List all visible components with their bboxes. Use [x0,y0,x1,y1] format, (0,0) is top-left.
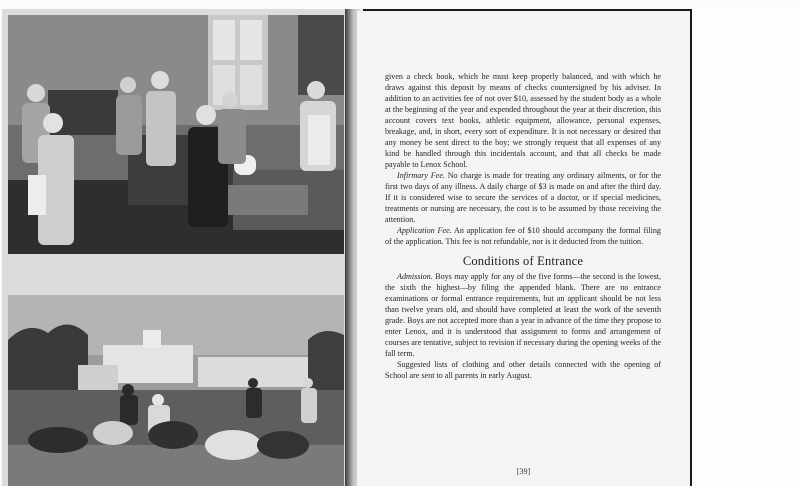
infirmary-paragraph [385,170,661,225]
right-page [357,11,690,486]
left-page [2,9,345,486]
book-spread [2,9,692,486]
cooking-class-icon [8,15,344,254]
football-photo [8,295,344,486]
admission-text: Boys may apply for any of the five forms—the second is the lowest, the sixth the highest—by filing the appended blank. There are no entrance examinations or formal entrance requirements, but an applicant should be not less than twelve years old, and should have completed at least the work of the seventh grade. Boys are not accepted more than a year in advance of the time they propose to enter Lenox, and it is understood that assignment to forms and arrangement of courses are tentative, subject to revision if necessary during the opening weeks of the fall term. [385,272,661,358]
intro-paragraph: given a check book, which he must keep properly balanced, and with which he draws against this deposit by means of checks countersigned by his adviser. In addition to an activities fee of not over $10, assessed by the student body as a whole at the beginning of the year and expended throughout the year at their discretion, this account covers text books, athletic equipment, allowance, personal expenses, breakage, and, in short, every sort of expenditure. It is not necessary or desired that any money be sent direct to the boy; we strongly request that all expenses of any kind be handled through this incidentals account, and that all checks be made payable to Lenox School. [385,72,661,169]
suggested-paragraph: Suggested lists of clothing and other details connected with the opening of School are sent to all parents in early August. [385,360,661,380]
admission-label: Admission. [397,272,433,281]
application-text: An application fee of $10 should accompany the formal filing of the application. This fee is not refundable, nor is it deducted from the tuition. [385,226,661,246]
kitchen-photo [8,15,344,254]
section-heading: Conditions of Entrance [462,254,584,268]
page-number: [39] [516,467,531,476]
infirmary-label: Infirmary Fee. [397,171,445,180]
page-text [385,71,661,381]
infirmary-text: No charge is made for treating any ordinary ailments, or for the first two days of any illness. A daily charge of $3 is made on and after the third day. If it is considered wise to secure the services of a doctor, or if special medicines, treatments or nursing are necessary, the cost is to be assumed by those receiving the attention. [385,171,662,224]
application-paragraph [385,225,661,247]
football-field-icon [8,295,344,486]
admission-paragraph [385,271,661,359]
scanner-margin [692,9,800,486]
application-label: Application Fee. [397,226,452,235]
